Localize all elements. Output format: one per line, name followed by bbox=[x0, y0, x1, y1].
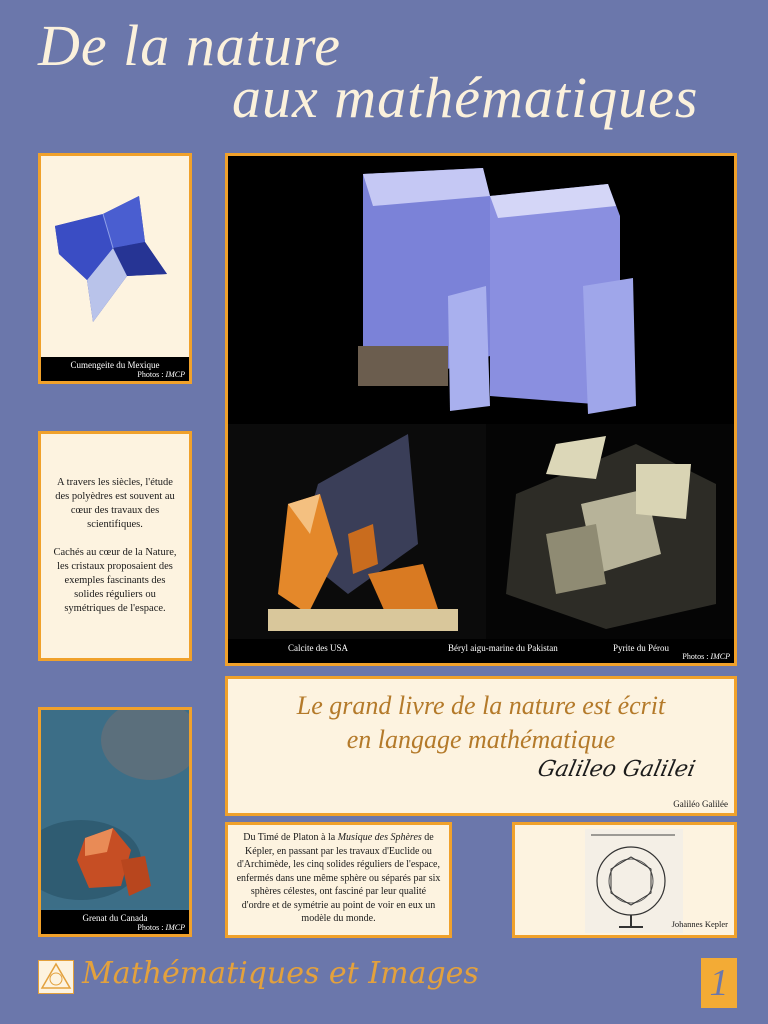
pyrite-caption: Pyrite du Pérou bbox=[613, 643, 669, 653]
kepler-caption: Johannes Kepler bbox=[671, 919, 728, 929]
intro-paragraph-2: Cachés au cœur de la Nature, les cristaux proposaient des exemples fascinants des solides réguliers ou symétriques de l'espace. bbox=[53, 547, 177, 614]
calcite-caption: Calcite des USA bbox=[288, 643, 348, 653]
cumengeite-crystal-image bbox=[41, 156, 189, 346]
cumengeite-credit bbox=[41, 370, 189, 381]
page-title-line-2-wrap bbox=[232, 65, 699, 130]
page-number: 1 bbox=[701, 958, 737, 1008]
main-crystal-photo-panel bbox=[225, 153, 737, 666]
footer-logo bbox=[38, 960, 74, 994]
footer-brand: Mathématiques et Images bbox=[82, 956, 479, 991]
platon-text-a: Du Timé de Platon à la bbox=[243, 832, 338, 843]
pyrite-crystal-image bbox=[486, 424, 734, 644]
beryl-crystal-image bbox=[228, 156, 734, 424]
intro-paragraph-1: A travers les siècles, l'étude des polyèdres est souvent au cœur des travaux des scientifiques. bbox=[55, 477, 175, 530]
beryl-caption: Béryl aigu-marine du Pakistan bbox=[448, 643, 558, 653]
quote-line-1: Le grand livre de la nature est écrit bbox=[296, 691, 666, 720]
cumengeite-caption: Cumengeite du Mexique bbox=[70, 360, 160, 370]
title-line-1: De la nature bbox=[38, 13, 342, 78]
grenat-panel bbox=[38, 707, 192, 937]
title-line-2: aux mathématiques bbox=[232, 65, 699, 130]
quote-attribution: Galiléo Galilée bbox=[673, 799, 728, 809]
quote-line-2: en langage mathématique bbox=[346, 725, 616, 754]
credit-prefix: Photos : bbox=[137, 370, 166, 379]
galileo-signature: Galileo Galilei bbox=[535, 757, 698, 782]
polyhedron-logo-icon bbox=[39, 961, 73, 993]
grenat-credit bbox=[41, 923, 189, 934]
grenat-caption-bar bbox=[41, 910, 189, 934]
platon-text-b: de Képler, en passant par les travaux d'Euclide ou d'Archimède, les cinq solides réguliers de l'espace, enfermés dans une même sphère ou séparés par six sphères célestes, ont fasciné par leur qualité d'ordre et de symétrie au point de voir en eux un modèle du monde. bbox=[236, 832, 441, 924]
platon-text-panel bbox=[225, 822, 452, 938]
credit-prefix: Photos : bbox=[682, 652, 711, 661]
calcite-crystal-image bbox=[228, 424, 486, 644]
credit-name: IMCP bbox=[165, 370, 185, 379]
cumengeite-panel bbox=[38, 153, 192, 384]
platon-paragraph bbox=[236, 831, 441, 926]
kepler-panel bbox=[512, 822, 737, 938]
kepler-model-engraving bbox=[585, 829, 683, 933]
main-photo-caption-bar bbox=[228, 639, 734, 663]
credit-name: IMCP bbox=[165, 923, 185, 932]
grenat-crystal-image bbox=[41, 710, 189, 908]
intro-text-panel bbox=[38, 431, 192, 661]
credit-prefix: Photos : bbox=[137, 923, 166, 932]
quote-panel bbox=[225, 676, 737, 816]
platon-text-italic: Musique des Sphères bbox=[337, 832, 422, 843]
credit-name: IMCP bbox=[710, 652, 730, 661]
main-photo-credit bbox=[682, 652, 730, 661]
grenat-caption: Grenat du Canada bbox=[82, 913, 148, 923]
cumengeite-caption-bar bbox=[41, 357, 189, 381]
